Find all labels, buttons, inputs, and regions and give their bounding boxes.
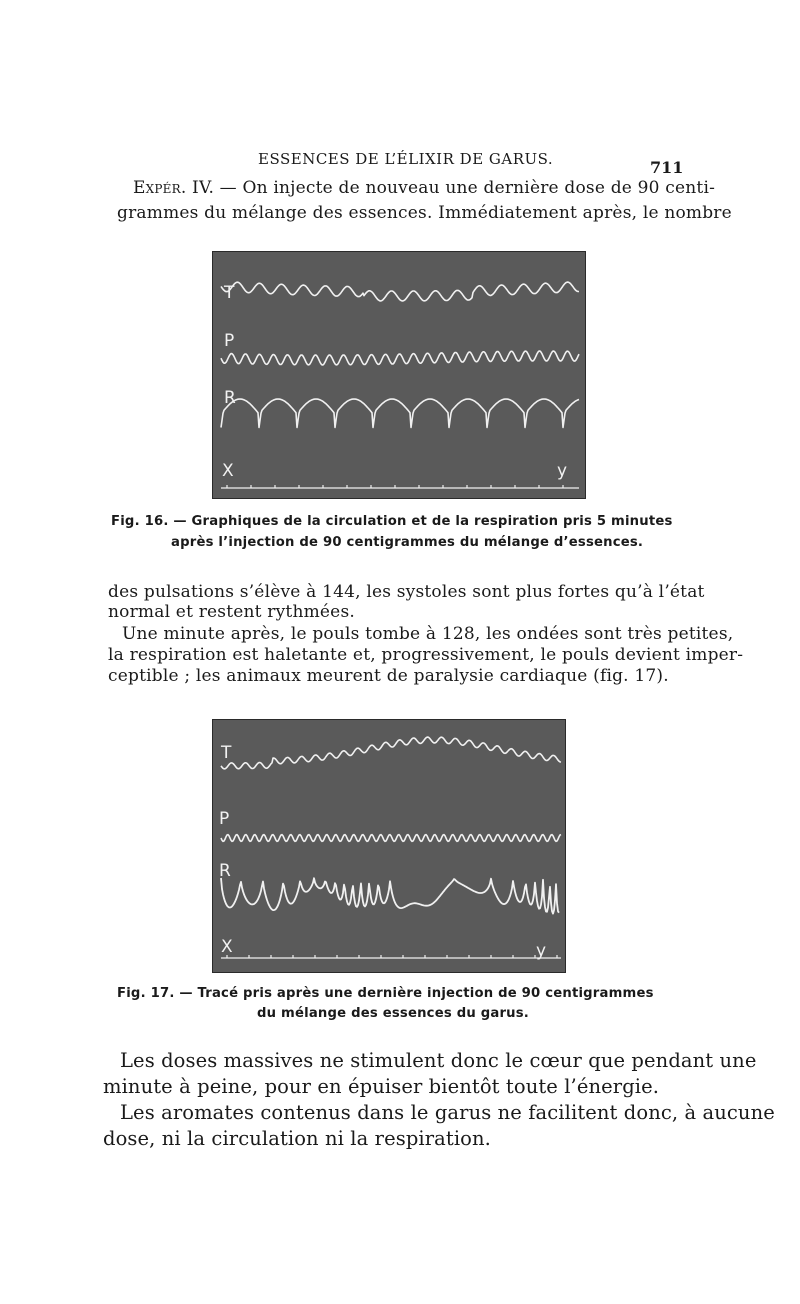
middle-line-1: des pulsations s’élève à 144, les systoles sont plus fortes qu’à l’état	[108, 582, 705, 602]
intro-line-2: grammes du mélange des essences. Immédiatement après, le nombre	[117, 203, 732, 223]
conclusion-line-3: Les aromates contenus dans le garus ne facilitent donc, à aucune	[120, 1101, 775, 1124]
figure-17-plot	[213, 720, 565, 972]
fig16-trace-r	[221, 399, 579, 428]
figure-16-tracing	[212, 251, 586, 499]
experiment-label: Expér.	[133, 178, 187, 198]
conclusion-line-2: minute à peine, pour en épuiser bientôt toute l’énergie.	[103, 1075, 660, 1098]
page-number: 711	[650, 158, 684, 177]
fig16-label-r: R	[224, 388, 236, 408]
fig16-trace-p	[221, 351, 579, 365]
middle-line-5: ceptible ; les animaux meurent de paralysie cardiaque (fig. 17).	[108, 666, 669, 686]
fig16-caption-line-1: Fig. 16. — Graphiques de la circulation et de la respiration pris 5 minutes	[111, 514, 673, 529]
fig17-caption-line-2: du mélange des essences du garus.	[257, 1006, 529, 1021]
fig17-trace-r	[221, 878, 559, 914]
running-title: ESSENCES DE L’ÉLIXIR DE GARUS.	[258, 150, 554, 168]
fig17-label-p: P	[219, 809, 230, 829]
fig17-label-y: y	[536, 941, 547, 961]
figure-16-plot	[213, 252, 585, 498]
fig16-label-p: P	[224, 331, 235, 351]
fig16-label-t: T	[224, 283, 235, 303]
fig16-label-y: y	[557, 461, 568, 481]
figure-17-tracing	[212, 719, 566, 973]
fig17-label-r: R	[219, 861, 231, 881]
fig17-label-t: T	[221, 743, 232, 763]
middle-line-4: la respiration est haletante et, progressivement, le pouls devient imper-	[108, 645, 744, 665]
fig16-timeline	[221, 485, 579, 488]
fig17-trace-p	[221, 835, 561, 842]
fig16-caption-number: Fig. 16.	[111, 514, 169, 529]
conclusion-line-1: Les doses massives ne stimulent donc le cœur que pendant une	[120, 1049, 757, 1072]
fig16-caption-line-2: après l’injection de 90 centigrammes du mélange d’essences.	[171, 535, 644, 550]
middle-line-2: normal et restent rythmées.	[108, 602, 355, 622]
fig17-timeline	[221, 955, 561, 958]
fig17-caption-number: Fig. 17.	[117, 986, 175, 1001]
fig16-label-x: X	[222, 461, 234, 481]
intro-line-1-text: IV. — On injecte de nouveau une dernière dose de 90 centi-	[186, 178, 716, 198]
fig17-label-x: X	[221, 937, 233, 957]
fig17-caption-line-1: Fig. 17. — Tracé pris après une dernière injection de 90 centigrammes	[117, 986, 654, 1001]
conclusion-line-4: dose, ni la circulation ni la respiration.	[103, 1127, 491, 1150]
middle-line-3: Une minute après, le pouls tombe à 128, les ondées sont très petites,	[122, 624, 734, 644]
fig16-trace-t	[221, 282, 579, 301]
fig17-trace-t	[221, 737, 561, 769]
intro-line-1	[133, 178, 715, 198]
